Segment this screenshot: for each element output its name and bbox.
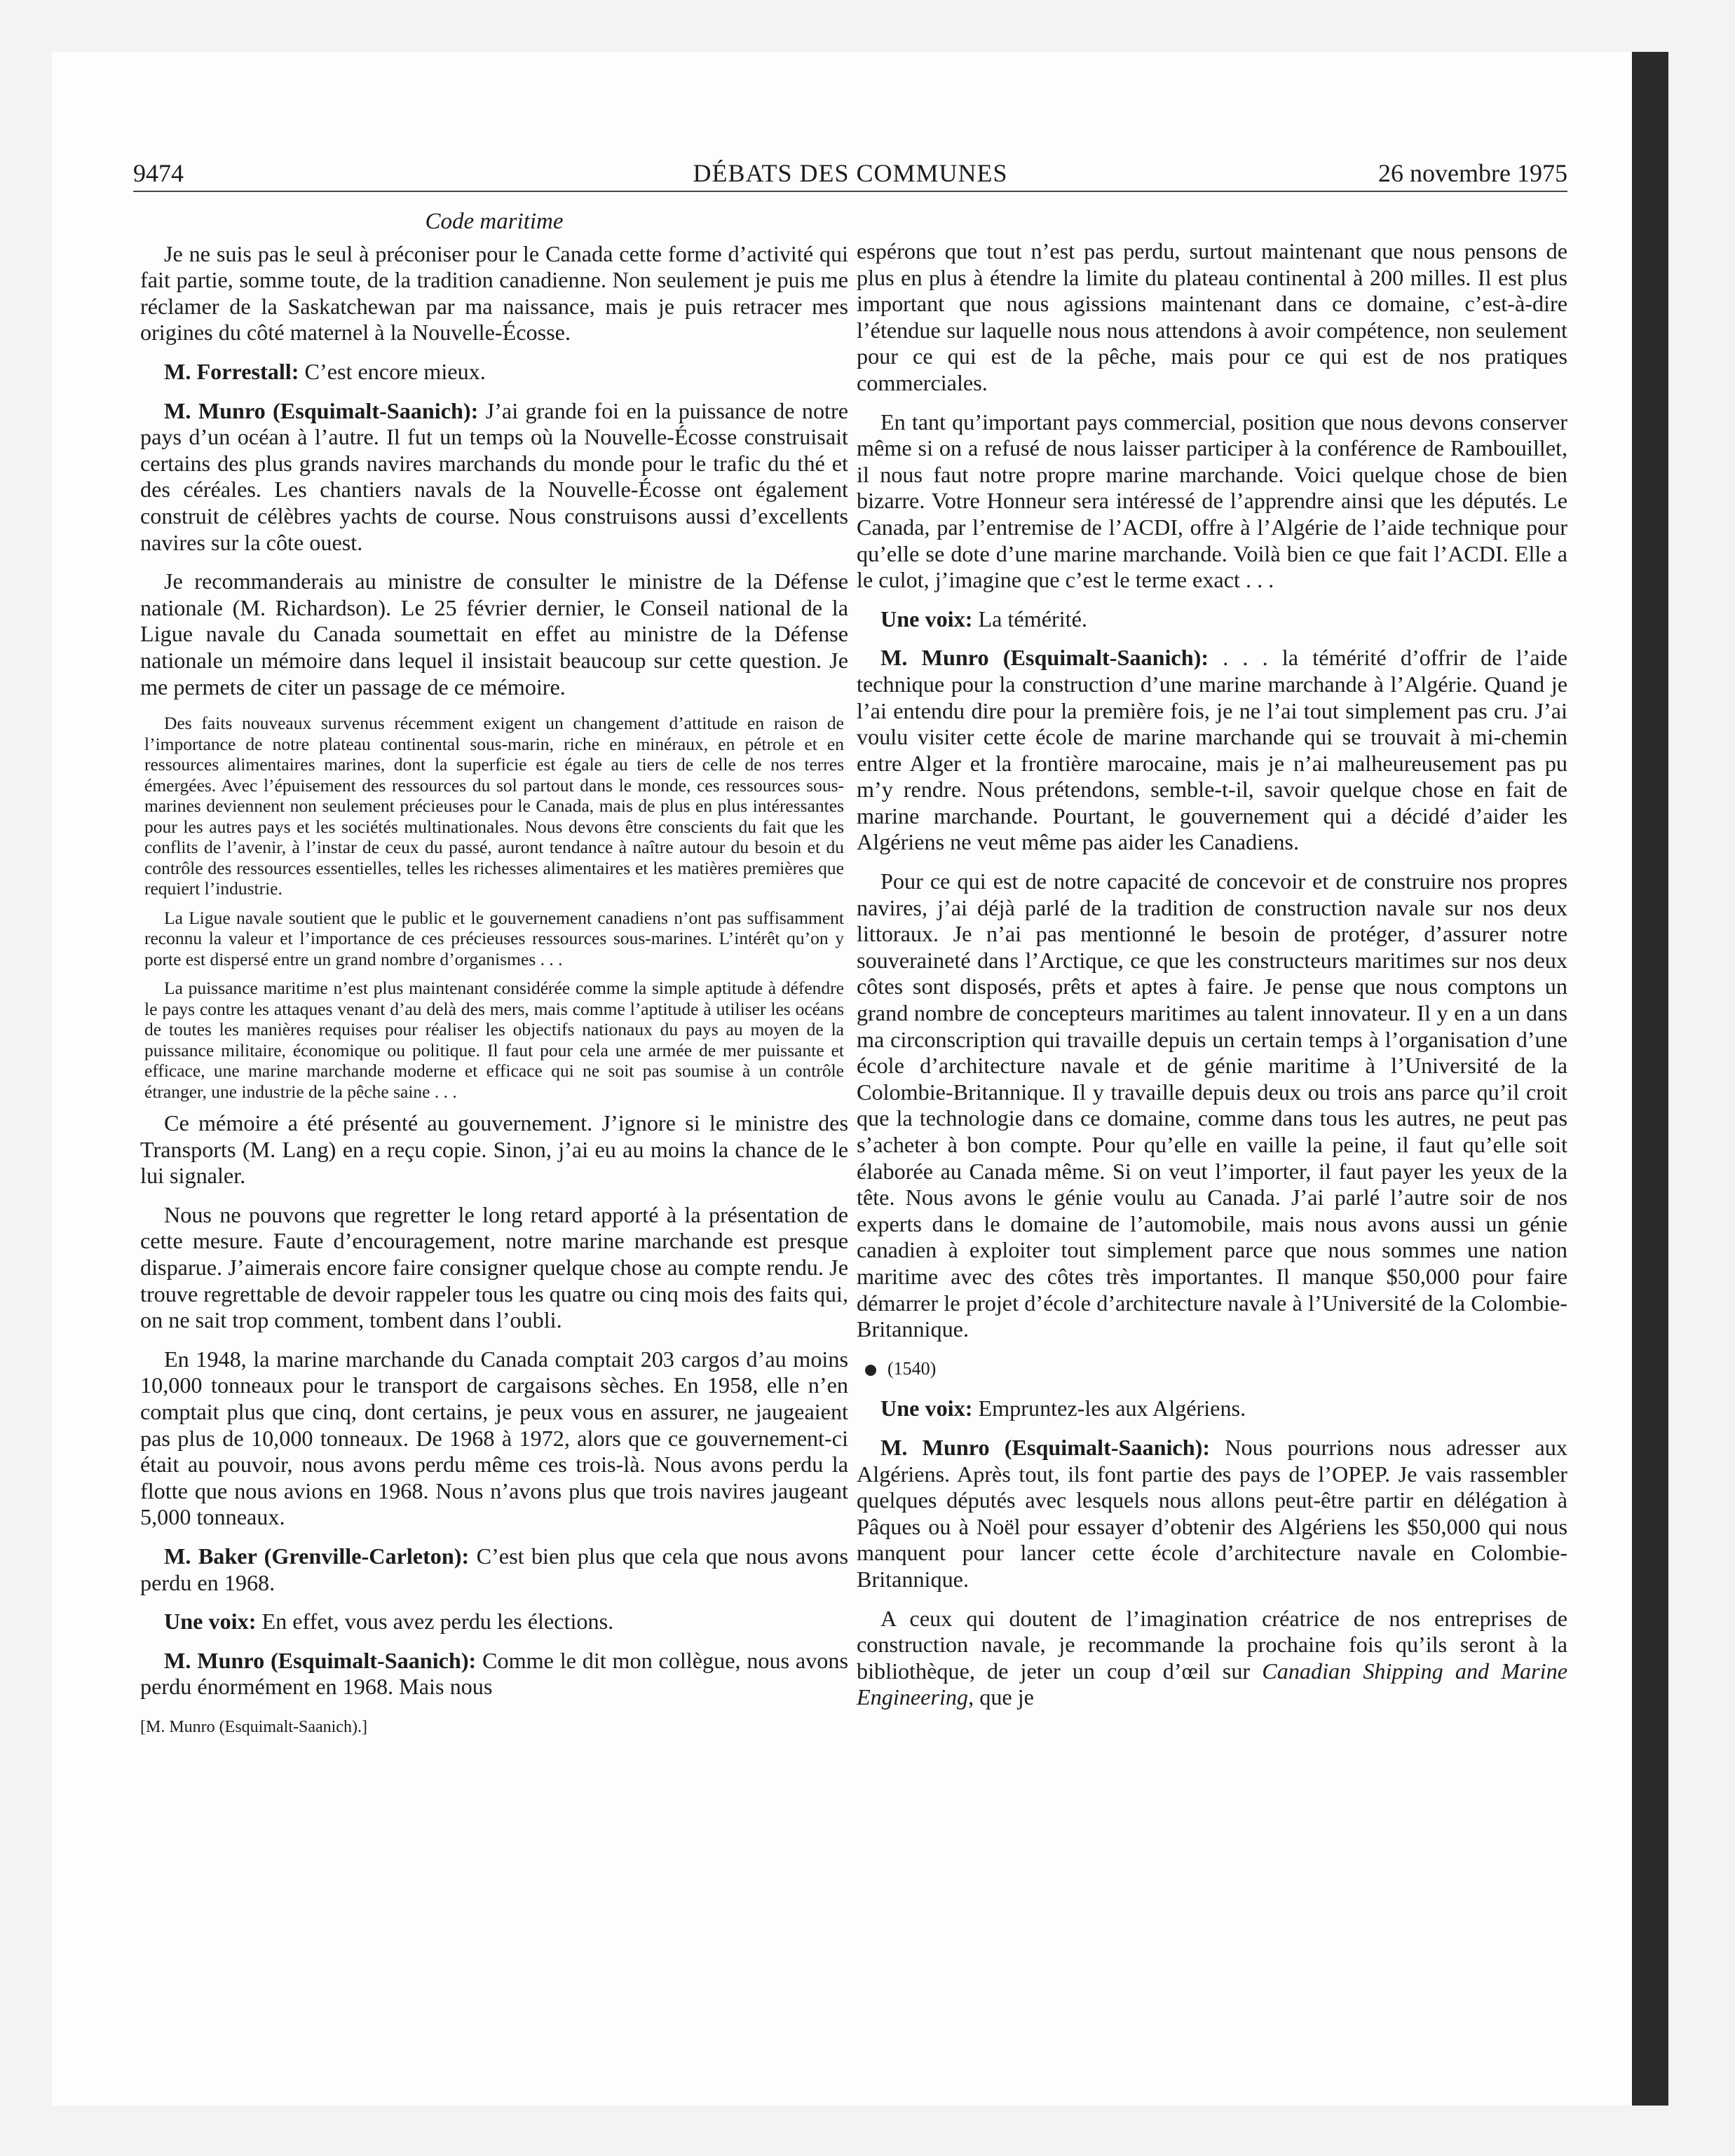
running-title: DÉBATS DES COMMUNES bbox=[693, 159, 1008, 187]
quoted-passage: La Ligue navale soutient que le public et le gouvernement canadiens n’ont pas suffisamment reconnu la valeur et l’importance de ces précieuses ressources sous-marines. L’intérêt qu’on y porte est dispersé entre un grand nombre d’organismes . . . bbox=[144, 907, 844, 969]
speech bbox=[140, 1609, 848, 1635]
speech bbox=[857, 645, 1567, 856]
speech bbox=[140, 1648, 848, 1700]
paragraph bbox=[857, 1606, 1567, 1711]
quoted-passage: La puissance maritime n’est plus maintenant considérée comme la simple aptitude à défendre le pays contre les attaques venant d’au delà des mers, mais comme l’aptitude à utiliser les océans de toutes les manières requises pour réaliser les objectifs nationaux du pays au moyen de la puissance militaire, économique ou politique. Il faut pour cela une armée de mer puissante et efficace, une marine marchande moderne et efficace qui ne soit pas soumise à un contrôle étranger, une industrie de la pêche saine . . . bbox=[144, 978, 844, 1102]
speech-text: La témérité. bbox=[972, 606, 1087, 632]
speech-text: Empruntez-les aux Algériens. bbox=[972, 1396, 1246, 1421]
paragraph: Je ne suis pas le seul à préconiser pour le Canada cette forme d’activité qui fait partie, somme toute, de la tradition canadienne. Non seulement je puis me réclamer de la Saskatchewan par ma naissance, mais je puis retracer mes origines du côté maternel à la Nouvelle-Écosse. bbox=[140, 240, 848, 346]
paragraph-text: A ceux qui doutent de l’imagination créatrice de nos entreprises de construction navale, je recommande la prochaine fois qu’ils seront à la bibliothèque, de jeter un coup d’œil sur bbox=[857, 1605, 1567, 1684]
speaker-name: Une voix: bbox=[880, 1396, 973, 1421]
speaker-name: M. Munro (Esquimalt-Saanich): bbox=[164, 397, 479, 423]
paragraph: Ce mémoire a été présenté au gouvernement. J’ignore si le ministre des Transports (M. Lang) en a reçu copie. Sinon, j’ai eu au moins la chance de le lui signaler. bbox=[140, 1110, 848, 1189]
speaker-name: Une voix: bbox=[880, 606, 973, 632]
speech-text: Comme le dit mon collègue, nous avons perdu énormément en 1968. Mais nous bbox=[140, 1647, 849, 1700]
speech bbox=[857, 1396, 1567, 1422]
paragraph: Nous ne pouvons que regretter le long retard apporté à la présentation de cette mesure. Faute d’encouragement, notre marine marchande est presque disparue. J’aimerais encore faire consigner quelque chose au compte rendu. Je trouve regrettable de devoir rappeler tous les quatre ou cinq mois des faits qui, on ne sait trop comment, tombent dans l’oubli. bbox=[140, 1201, 849, 1333]
left-column bbox=[140, 209, 848, 1754]
time-marker bbox=[865, 1356, 1567, 1382]
speech bbox=[857, 606, 1567, 633]
speaker-name: M. Munro (Esquimalt-Saanich): bbox=[880, 645, 1209, 671]
speaker-name: Une voix: bbox=[164, 1609, 257, 1635]
publication-title: Canadian Shipping and Marine Engineering bbox=[857, 1658, 1568, 1710]
quoted-passage: Des faits nouveaux survenus récemment exigent un changement d’attitude en raison de l’importance de notre plateau continental sous-marin, riche en minéraux, en pétrole et en ressources alimentaires marines, dont la superficie est égale au tiers de celle de nos terres émergées. Avec l’épuisement des ressources du sol partout dans le monde, ces ressources sous-marines deviennent non seulement précieuses pour le Canada, mais de plus en plus intéressantes pour les autres pays et les sociétés multinationales. Nous devons être conscients du fait que les conflits de l’avenir, à l’instar de ceux du passé, auront tendance à naître autour du besoin et du contrôle des ressources essentielles, telles les richesses alimentaires et les matières premières que requiert l’industrie. bbox=[144, 713, 844, 899]
right-column bbox=[857, 238, 1567, 1724]
header-date: 26 novembre 1975 bbox=[1378, 159, 1567, 187]
speech-text: En effet, vous avez perdu les élections. bbox=[256, 1609, 614, 1635]
speech bbox=[140, 359, 848, 386]
speaker-name: M. Baker (Grenville-Carleton): bbox=[164, 1543, 470, 1569]
speech-text: Nous pourrions nous adresser aux Algériens. Après tout, ils font partie des pays de l’OPEP. Je vais rassembler quelques députés avec lesquels nous allons peut-être partir en délégation à Pâques ou à Noël pour essayer d’obtenir des Algériens les $50,000 qui nous manquent pour lancer cette école d’architecture navale en Colombie-Britannique. bbox=[857, 1434, 1567, 1592]
speech-text: . . . la témérité d’offrir de l’aide technique pour la construction d’une marine marchande à l’Algérie. Quand je l’ai entendu dire pour la première fois, je ne l’ai tout simplement pas cru. J’ai voulu visiter cette école de marine marchande qui se trouvait à mi-chemin entre Alger et la frontière marocaine, mais je n’ai malheureusement pas pu m’y rendre. Nous prétendons, semble-t-il, savoir quelque chose en fait de marine marchande. Pourtant, le gouvernement qui a décidé d’aider les Algériens ne veut même pas aider les Canadiens. bbox=[857, 645, 1567, 855]
bullet-icon bbox=[865, 1365, 876, 1376]
speaker-name: M. Munro (Esquimalt-Saanich): bbox=[880, 1434, 1211, 1460]
page-number: 9474 bbox=[133, 159, 184, 187]
speech bbox=[140, 1543, 848, 1596]
paragraph: En 1948, la marine marchande du Canada comptait 203 cargos d’au moins 10,000 tonneaux pour le transport de cargaisons sèches. En 1958, elle n’en comptait plus que cinq, dont certains, je peux vous en assurer, ne jaugeaient pas plus de 10,000 tonneaux. De 1968 à 1972, alors que ce gouvernement-ci était au pouvoir, nous avons perdu même ces trois-là. Nous avons perdu la flotte que nous avions en 1968. Nous n’avons plus que trois navires jaugeant 5,000 tonneaux. bbox=[140, 1346, 848, 1530]
time-marker-text: (1540) bbox=[887, 1358, 937, 1379]
section-title: Code maritime bbox=[425, 209, 564, 234]
paragraph: Je recommanderais au ministre de consulter le ministre de la Défense nationale (M. Richardson). Le 25 février dernier, le Conseil national de la Ligue navale du Canada soumettait en effet au ministre de la Défense nationale un mémoire dans lequel il insistait beaucoup sur cette question. Je me permets de citer un passage de ce mémoire. bbox=[140, 568, 848, 700]
speaker-name: M. Munro (Esquimalt-Saanich): bbox=[164, 1647, 477, 1673]
speech-text: C’est encore mieux. bbox=[299, 358, 486, 384]
speaker-footer-note: [M. Munro (Esquimalt-Saanich).] bbox=[140, 1717, 367, 1736]
speaker-name: M. Forrestall: bbox=[164, 358, 299, 384]
paragraph: En tant qu’important pays commercial, position que nous devons conserver même si on a refusé de nous laisser participer à la conférence de Rambouillet, il nous faut notre propre marine marchande. Voici quelque chose de bien bizarre. Votre Honneur sera intéressé de l’apprendre ainsi que les députés. Le Canada, par l’entremise de l’ACDI, offre à l’Algérie de l’aide technique pour qu’elle se dote d’une marine marchande. Voilà bien ce que fait l’ACDI. Elle a le culot, j’imagine que c’est le terme exact . . . bbox=[857, 409, 1567, 593]
speech bbox=[140, 398, 848, 557]
paragraph: Pour ce qui est de notre capacité de concevoir et de construire nos propres navires, j’ai déjà parlé de la tradition de construction navale sur nos deux littoraux. Je n’ai pas mentionné le besoin de protéger, d’assurer notre souveraineté dans l’Arctique, ce que les constructeurs maritimes sur nos deux côtes sont disposés, prêts et aptes à faire. Je pense que nous comptons un grand nombre de concepteurs maritimes au talent innovateur. Il y en a un dans ma circonscription qui travaille depuis un certain temps à l’organisation d’une école d’architecture navale et de génie maritime à l’Université de la Colombie-Britannique. Il y travaille depuis deux ou trois ans parce qu’il croit que la technologie dans ce domaine, comme dans tous les autres, ne peut pas s’acheter à bon compte. Pour qu’elle en vaille la peine, il faut qu’elle soit élaborée au Canada même. Si on veut l’importer, il faut payer les yeux de la tête. Nous avons le génie voulu au Canada. J’ai parlé l’autre soir de nos experts dans le domaine de l’automobile, mais nous avons aussi un génie canadien à exploiter tout simplement parce que nous sommes une nation maritime avec des côtes très importantes. Il manque $50,000 pour faire démarrer le projet d’école d’architecture navale à l’Université de la Colombie-Britannique. bbox=[857, 868, 1567, 1342]
speech-text: C’est bien plus que cela que nous avons perdu en 1968. bbox=[140, 1543, 848, 1595]
running-header bbox=[133, 156, 1567, 192]
speech-text: J’ai grande foi en la puissance de notre pays d’un océan à l’autre. Il fut un temps où la Nouvelle-Écosse construisait certains des plus grands navires marchands du monde pour le trafic du thé et des céréales. Les chantiers navals de la Nouvelle-Écosse ont également construit de célèbres yachts de course. Nous construisons aussi d’excellents navires sur la côte ouest. bbox=[140, 397, 848, 555]
paragraph-text: , que je bbox=[968, 1684, 1034, 1710]
paragraph: espérons que tout n’est pas perdu, surtout maintenant que nous pensons de plus en plus à étendre la limite du plateau continental à 200 milles. Il est plus important que nous agissions maintenant dans ce domaine, c’est-à-dire l’étendue sur laquelle nous nous attendons à avoir compétence, non seulement pour ce qui est de la pêche, mais pour ce qui est de nos pratiques commerciales. bbox=[857, 238, 1567, 395]
speech bbox=[857, 1435, 1567, 1593]
scan-edge-bar bbox=[1632, 52, 1668, 2106]
